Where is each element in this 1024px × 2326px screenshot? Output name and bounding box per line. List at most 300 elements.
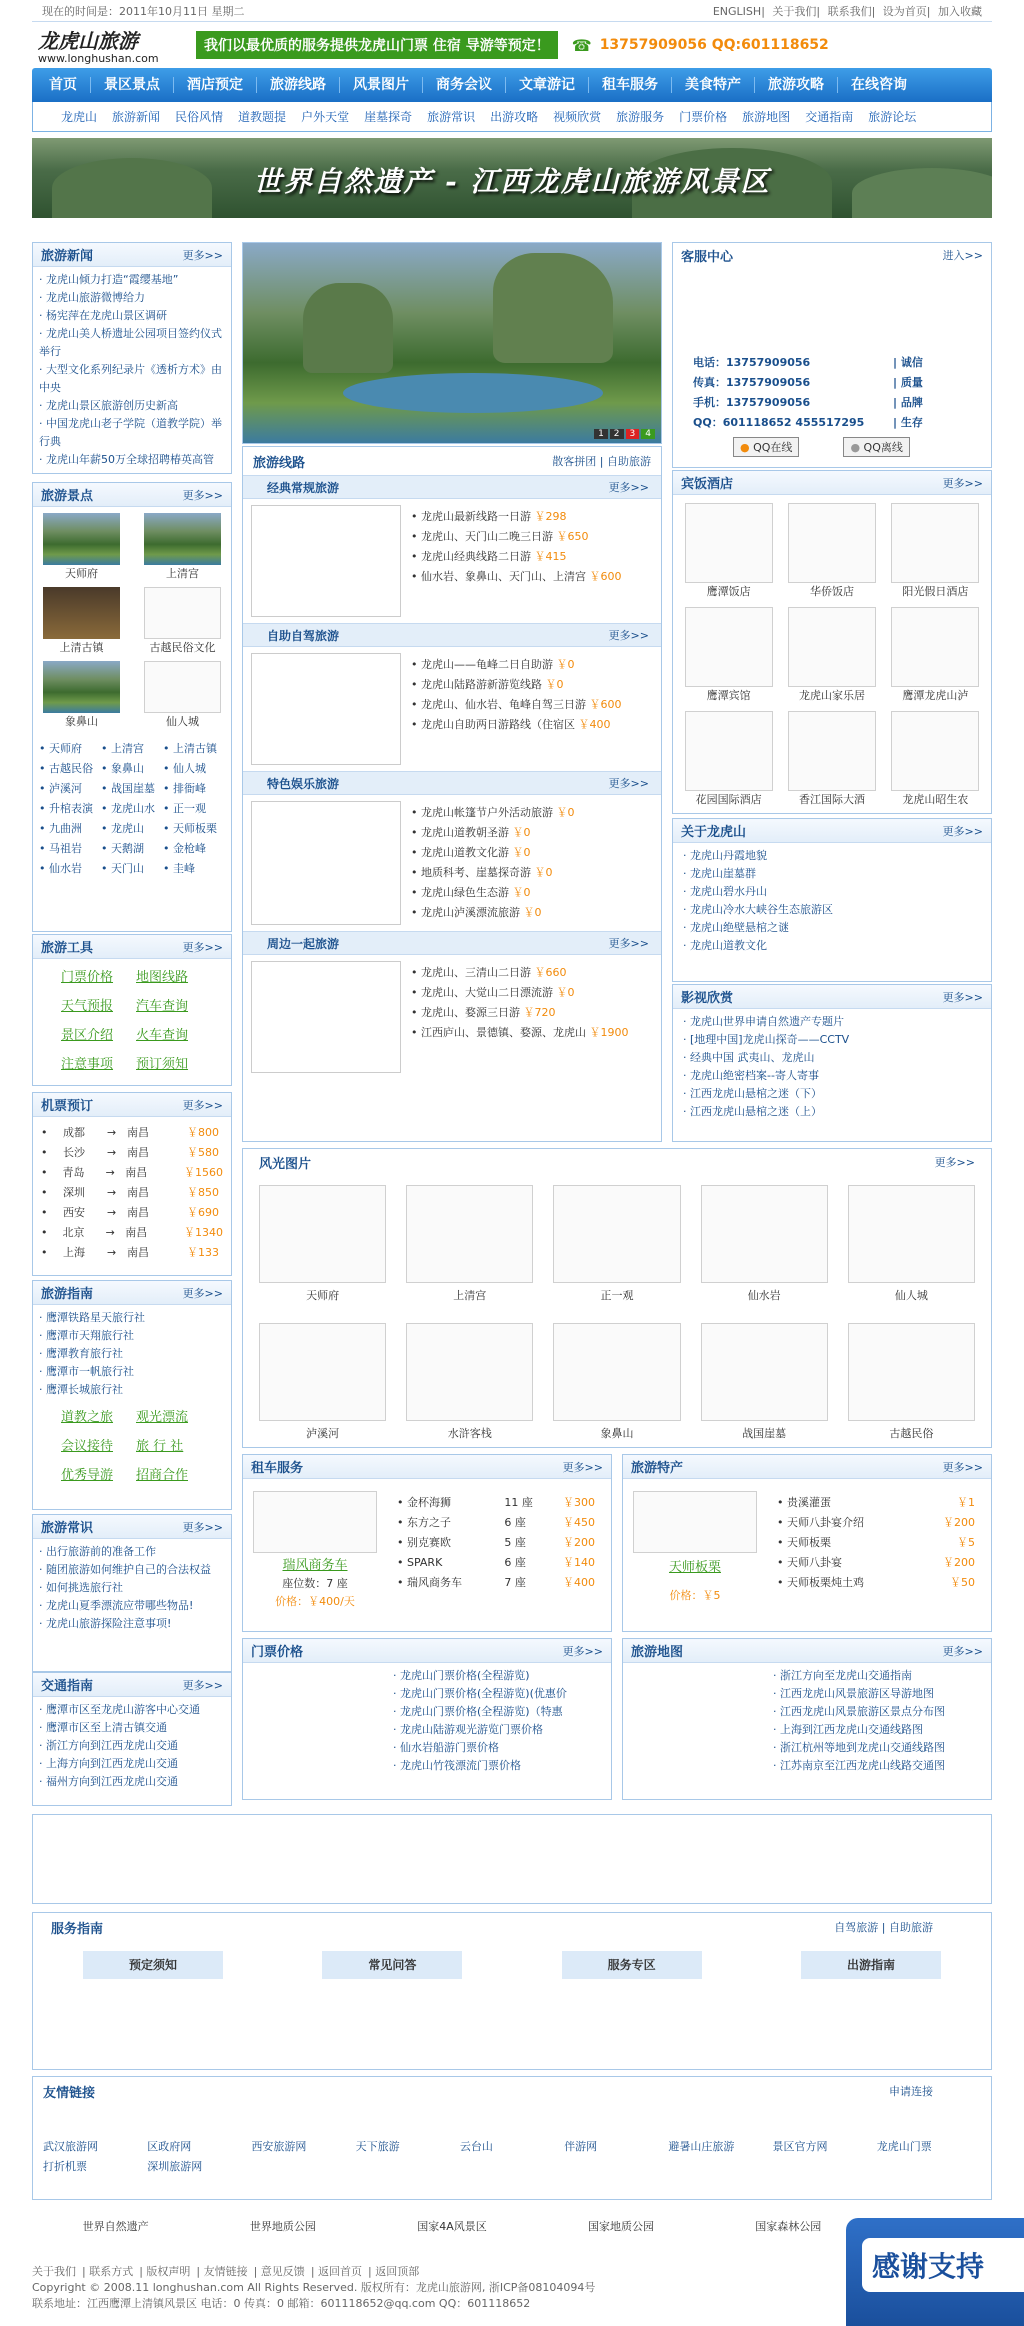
spot-card[interactable] (144, 587, 221, 655)
flight-row[interactable]: • 深圳 → 南昌 ￥850 (41, 1183, 223, 1203)
scenery-box (242, 1148, 992, 1448)
specialty-feature[interactable] (633, 1491, 757, 1605)
route-price: ￥600 (589, 570, 622, 583)
list-item[interactable]: · 江西龙虎山风景旅游区景点分布图 (773, 1703, 985, 1721)
more-link[interactable]: 更多>> (562, 1644, 603, 1658)
route-price: ￥415 (534, 550, 567, 563)
flight-row[interactable]: • 上海 → 南昌 ￥133 (41, 1243, 223, 1263)
friend-link[interactable]: 避暑山庄旅游 (668, 2140, 735, 2153)
tool-link[interactable]: 火车查询 (136, 1028, 189, 1043)
service-guide-link[interactable]: 自驾旅游 (834, 1921, 879, 1934)
flight-row[interactable]: • 青岛 → 南昌 ￥1560 (41, 1163, 223, 1183)
footer-link[interactable]: 联系方式 (89, 2265, 134, 2278)
spot-link[interactable]: • 龙虎山 (101, 819, 163, 839)
hotel-name: 鹰潭饭店 (706, 585, 751, 598)
spot-link[interactable]: • 上清宫 (101, 739, 163, 759)
top-link-homepage[interactable]: 设为首页 (882, 4, 927, 18)
spot-link[interactable]: • 天鹅湖 (101, 839, 163, 859)
list-item[interactable]: · 鹰潭长城旅行社 (39, 1381, 225, 1399)
video-box (672, 984, 992, 1142)
guide-list (33, 1305, 231, 1403)
route-body (243, 647, 661, 771)
route-item[interactable] (411, 863, 575, 883)
car-feature-price: 价格：￥400/天 (275, 1595, 355, 1608)
box-title: 交通指南 (41, 1679, 94, 1694)
route-item[interactable] (411, 1023, 629, 1043)
service-guide-button[interactable]: 出游指南 (801, 1951, 941, 1979)
sub-nav (32, 102, 992, 132)
service-guide-link[interactable]: 自助旅游 (889, 1921, 933, 1934)
scenery-card[interactable] (848, 1323, 975, 1441)
scenery-caption: 仙水岩 (747, 1289, 781, 1302)
car-row[interactable] (397, 1533, 595, 1553)
route-item[interactable] (411, 675, 622, 695)
slide-page[interactable]: 2 (610, 429, 624, 439)
more-link[interactable]: 更多>> (608, 937, 649, 950)
section-title: 特色娱乐旅游 (267, 776, 340, 791)
spot-link[interactable]: • 金枪峰 (163, 839, 225, 859)
hotel-card[interactable] (677, 503, 780, 599)
spot-link[interactable]: • 圭峰 (163, 859, 225, 879)
route-item[interactable] (411, 695, 622, 715)
specialty-row[interactable] (777, 1493, 975, 1513)
flight-row[interactable]: • 北京 → 南昌 ￥1340 (41, 1223, 223, 1243)
scenery-card[interactable] (701, 1323, 828, 1441)
list-item[interactable]: · 鹰潭教育旅行社 (39, 1345, 225, 1363)
hotel-photo (891, 711, 979, 791)
list-item[interactable]: · 上海方向到江西龙虎山交通 (39, 1755, 225, 1773)
hotel-card[interactable] (884, 607, 987, 703)
route-name: 龙虎山帐篷节户外活动旅游 (421, 806, 553, 819)
scenery-caption: 战国崖墓 (742, 1427, 787, 1440)
box-title: 旅游景点 (41, 489, 94, 504)
tool-link[interactable]: 门票价格 (61, 970, 114, 985)
guide-link[interactable]: 旅 行 社 (136, 1439, 184, 1454)
spot-link[interactable]: • 正一观 (163, 799, 225, 819)
list-item[interactable]: · 浙江方向到江西龙虎山交通 (39, 1737, 225, 1755)
scenery-caption: 水浒客栈 (447, 1427, 492, 1440)
section-title: 周边一起旅游 (267, 936, 340, 951)
subnav-item[interactable]: 旅游地图 (742, 110, 791, 124)
route-name: 龙虎山绿色生态游 (421, 886, 509, 899)
tool-link[interactable]: 预订须知 (136, 1057, 189, 1072)
service-guide-buttons (33, 1941, 991, 1979)
route-price: ￥0 (534, 866, 553, 879)
route-item[interactable] (411, 903, 575, 923)
car-name: • 别克赛欧 (397, 1536, 451, 1549)
more-link[interactable]: 更多>> (182, 940, 223, 954)
friend-link[interactable]: 武汉旅游网 (43, 2140, 98, 2153)
list-item[interactable]: · 上海到江西龙虎山交通线路图 (773, 1721, 985, 1739)
footer-link[interactable]: 友情链接 (203, 2265, 248, 2278)
scenery-photo (259, 1185, 386, 1283)
list-item[interactable]: · 浙江方向至龙虎山交通指南 (773, 1667, 985, 1685)
route-name: 龙虎山、三清山二日游 (421, 966, 531, 979)
list-item[interactable]: · 龙虎山门票价格(全程游览) (393, 1667, 605, 1685)
list-item[interactable]: · 龙虎山陆游观光游览门票价格 (393, 1721, 605, 1739)
list-item[interactable]: · 龙虎山旅游微博给力 (39, 289, 225, 307)
route-name: 江西庐山、景德镇、婺源、龙虎山 (421, 1026, 586, 1039)
scenery-card[interactable] (259, 1323, 386, 1441)
nav-item[interactable]: 美食特产 (672, 77, 755, 93)
specialty-row[interactable] (777, 1513, 975, 1533)
spot-caption: 上清宫 (166, 567, 199, 580)
spots-box (32, 482, 232, 932)
slide-page[interactable]: 3 (626, 429, 640, 439)
friend-link[interactable]: 伴游网 (564, 2140, 598, 2153)
list-item[interactable]: · 浙江杭州等地到龙虎山交通线路图 (773, 1739, 985, 1757)
list-item[interactable]: · 鹰潭市天翔旅行社 (39, 1327, 225, 1345)
scenery-card[interactable] (259, 1185, 386, 1303)
route-item[interactable] (411, 823, 575, 843)
flight-to: 南昌 (127, 1186, 149, 1199)
more-link[interactable]: 更多>> (182, 248, 223, 262)
list-item[interactable]: · 经典中国 武夷山、龙虎山 (683, 1049, 985, 1067)
list-item[interactable]: · 龙虎山冷水大峡谷生态旅游区 (683, 901, 985, 919)
list-item[interactable]: · 龙虎山碧水丹山 (683, 883, 985, 901)
scenery-card[interactable] (553, 1185, 680, 1303)
route-list (411, 505, 622, 617)
guide-link[interactable]: 招商合作 (136, 1468, 189, 1483)
more-link[interactable]: 更多>> (942, 1644, 983, 1658)
spot-link[interactable]: • 天师板栗 (163, 819, 225, 839)
box-title: 旅游地图 (631, 1645, 684, 1660)
scenery-card[interactable] (406, 1185, 533, 1303)
nav-item[interactable]: 旅游线路 (257, 77, 340, 93)
top-link-english[interactable]: ENGLISH (712, 4, 762, 18)
nav-item[interactable]: 租车服务 (589, 77, 672, 93)
hotel-card[interactable] (780, 607, 883, 703)
scenery-card[interactable] (701, 1185, 828, 1303)
service-guide-button[interactable]: 预定须知 (83, 1951, 223, 1979)
subnav-item[interactable]: 户外天堂 (301, 110, 350, 124)
friend-link[interactable]: 西安旅游网 (251, 2140, 307, 2153)
flight-row[interactable]: • 西安 → 南昌 ￥690 (41, 1203, 223, 1223)
service-mobile: 手机：13757909056 (693, 396, 811, 409)
list-item[interactable]: · 龙虎山美人桥遗址公园项目签约仪式举行 (39, 325, 225, 361)
hotels-box (672, 470, 992, 814)
qq-online-button[interactable]: ● QQ在线 (733, 437, 799, 457)
route-item[interactable] (411, 547, 622, 567)
list-item[interactable]: · 中国龙虎山老子学院（道教学院）举行典 (39, 415, 225, 451)
spot-link[interactable]: • 升棺表演 (39, 799, 101, 819)
car-name: • SPARK (397, 1556, 443, 1569)
car-row[interactable] (397, 1513, 595, 1533)
more-link[interactable]: 更多>> (182, 1520, 223, 1534)
footer-link[interactable]: 返回首页 (318, 2265, 363, 2278)
friend-link[interactable]: 云台山 (459, 2140, 493, 2153)
routes-tab[interactable]: 散客拼团 (552, 455, 597, 468)
more-link[interactable]: 进入>> (942, 249, 983, 262)
guide-link[interactable]: 道教之旅 (61, 1410, 114, 1425)
spot-link[interactable]: • 上清古镇 (163, 739, 225, 759)
subnav-item[interactable]: 出游攻略 (490, 110, 539, 124)
hotel-card[interactable] (677, 607, 780, 703)
route-section-header (243, 475, 661, 499)
list-item[interactable]: · 龙虎山丹霞地貌 (683, 847, 985, 865)
subnav-item[interactable]: 崖墓探奇 (364, 110, 413, 124)
list-item[interactable]: · 龙虎山夏季漂流应带哪些物品! (39, 1597, 225, 1615)
spot-card[interactable] (43, 661, 120, 729)
scenery-photo (406, 1323, 533, 1421)
footer-copyright: Copyright © 2008.11 longhushan.com All Rights Reserved. 版权所有：龙虎山旅游网, 浙ICP备08104094号 (32, 2281, 596, 2294)
friend-link[interactable]: 打折机票 (43, 2160, 87, 2173)
box-header (33, 483, 231, 507)
friend-link[interactable]: 深圳旅游网 (147, 2160, 203, 2173)
car-seats: 5 座 (504, 1536, 526, 1549)
spot-link[interactable]: • 天门山 (101, 859, 163, 879)
nav-item[interactable]: 在线咨询 (851, 77, 907, 93)
list-item[interactable]: · 仙水岩船游门票价格 (393, 1739, 605, 1757)
route-item[interactable] (411, 527, 622, 547)
subnav-item[interactable]: 道教题提 (238, 110, 287, 124)
scenery-card[interactable] (553, 1323, 680, 1441)
thanks-badge[interactable] (846, 2218, 1024, 2326)
subnav-item[interactable]: 旅游论坛 (868, 110, 917, 124)
spot-link[interactable]: • 龙虎山水 (101, 799, 163, 819)
route-item[interactable] (411, 567, 622, 587)
tool-link[interactable]: 汽车查询 (136, 999, 189, 1014)
list-item[interactable]: · 龙虎山门票价格(全程游览)(优惠价 (393, 1685, 605, 1703)
subnav-item[interactable]: 门票价格 (679, 110, 728, 124)
spot-photo (43, 587, 120, 639)
tool-link[interactable]: 注意事项 (61, 1057, 114, 1072)
friend-link[interactable]: 龙虎山门票 (876, 2140, 932, 2153)
spot-link[interactable]: • 仙人城 (163, 759, 225, 779)
more-link[interactable]: 更多>> (934, 1156, 975, 1169)
nav-item[interactable]: 景区景点 (91, 77, 174, 93)
qq-offline-button[interactable]: ● QQ离线 (843, 437, 909, 457)
list-item[interactable]: · 龙虎山世界申请自然遗产专题片 (683, 1013, 985, 1031)
list-item[interactable]: · 鹰潭市区至龙虎山游客中心交通 (39, 1701, 225, 1719)
route-item[interactable] (411, 883, 575, 903)
hotel-card[interactable] (884, 503, 987, 599)
list-item[interactable]: · 龙虎山绝壁悬棺之谜 (683, 919, 985, 937)
list-item[interactable]: · 龙虎山年薪50万全球招聘椿英高管 (39, 451, 225, 469)
slide-page[interactable]: 4 (641, 429, 655, 439)
spot-link[interactable]: • 九曲洲 (39, 819, 101, 839)
friend-link[interactable]: 景区官方网 (772, 2140, 828, 2153)
route-item[interactable] (411, 843, 575, 863)
footer-link[interactable]: 返回顶部 (375, 2265, 420, 2278)
top-link-about[interactable]: 关于我们 (772, 4, 817, 18)
list-item[interactable]: · [地理中国]龙虎山探奇——CCTV (683, 1031, 985, 1049)
list-item[interactable]: · 鹰潭铁路星天旅行社 (39, 1309, 225, 1327)
apply-link[interactable]: 申请连接 (889, 2085, 933, 2098)
car-list (389, 1487, 603, 1599)
slide-rock (493, 253, 613, 363)
subnav-item[interactable]: 龙虎山 (61, 110, 98, 124)
car-row[interactable] (397, 1573, 595, 1593)
route-item[interactable] (411, 803, 575, 823)
route-item[interactable] (411, 1003, 629, 1023)
car-feature-name: 瑞风商务车 (282, 1558, 348, 1573)
list-item[interactable]: · 如何挑选旅行社 (39, 1579, 225, 1597)
list-item[interactable]: · 大型文化系列纪录片《透析方术》由中央 (39, 361, 225, 397)
route-item[interactable] (411, 963, 629, 983)
footer-link[interactable]: 版权声明 (146, 2265, 191, 2278)
nav-item[interactable]: 旅游攻略 (755, 77, 838, 93)
routes-box (242, 446, 662, 1142)
spot-card[interactable] (43, 587, 120, 655)
tool-link[interactable]: 天气预报 (61, 999, 114, 1014)
spot-link[interactable]: • 古越民俗 (39, 759, 101, 779)
service-badges (893, 353, 923, 433)
spot-link[interactable]: • 战国崖墓 (101, 779, 163, 799)
more-link[interactable]: 更多>> (182, 488, 223, 502)
car-price: ￥450 (563, 1516, 595, 1529)
list-item[interactable]: · 龙虎山道教文化 (683, 937, 985, 955)
route-item[interactable] (411, 983, 629, 1003)
service-guide-button[interactable]: 服务专区 (562, 1951, 702, 1979)
hotel-name: 花园国际酒店 (695, 793, 762, 806)
route-item[interactable] (411, 715, 622, 735)
car-feature[interactable] (253, 1491, 377, 1611)
route-section-header (243, 771, 661, 795)
car-box (242, 1454, 612, 1632)
specialty-row[interactable] (777, 1553, 975, 1573)
heritage-item: 世界自然遗产 (82, 2220, 149, 2233)
subnav-item[interactable]: 旅游新闻 (112, 110, 161, 124)
flight-row[interactable]: • 长沙 → 南昌 ￥580 (41, 1143, 223, 1163)
route-name: 龙虎山——龟峰二日自助游 (421, 658, 553, 671)
subnav-item[interactable]: 旅游常识 (427, 110, 476, 124)
more-link[interactable]: 更多>> (562, 1460, 603, 1474)
tool-link[interactable]: 景区介绍 (61, 1028, 114, 1043)
hotel-photo (788, 711, 876, 791)
list-item[interactable]: · 龙虎山门票价格(全程游览)（特惠 (393, 1703, 605, 1721)
list-item[interactable]: · 随团旅游如何维护自己的合法权益 (39, 1561, 225, 1579)
more-link[interactable]: 更多>> (608, 629, 649, 642)
route-body (243, 955, 661, 1079)
guide-link[interactable]: 观光漂流 (136, 1410, 189, 1425)
tool-link[interactable]: 地图线路 (136, 970, 189, 985)
scenery-photo (406, 1185, 533, 1283)
nav-item[interactable]: 首页 (36, 77, 91, 93)
guide-link[interactable]: 会议接待 (61, 1439, 114, 1454)
scenery-card[interactable] (848, 1185, 975, 1303)
service-guide-box (32, 1912, 992, 2070)
car-row[interactable] (397, 1493, 595, 1513)
spot-link[interactable]: • 排衙峰 (163, 779, 225, 799)
box-title: 机票预订 (41, 1099, 94, 1114)
route-item[interactable] (411, 507, 622, 527)
spot-caption: 天师府 (65, 567, 98, 580)
slideshow[interactable] (242, 242, 662, 444)
route-image (251, 961, 401, 1073)
list-item[interactable]: · 杨宪萍在龙虎山景区调研 (39, 307, 225, 325)
specialty-price: ￥200 (943, 1516, 975, 1529)
flight-row[interactable]: • 成都 → 南昌 ￥800 (41, 1123, 223, 1143)
spot-card[interactable] (43, 513, 120, 581)
spot-link[interactable]: • 仙水岩 (39, 859, 101, 879)
list-item[interactable]: · 江苏南京至江西龙虎山线路交通图 (773, 1757, 985, 1775)
route-item[interactable] (411, 655, 622, 675)
more-link[interactable]: 更多>> (182, 1098, 223, 1112)
list-item[interactable]: · 龙虎山绝密档案--寄人寄事 (683, 1067, 985, 1085)
friend-link[interactable]: 天下旅游 (355, 2140, 400, 2153)
spot-link[interactable]: • 天师府 (39, 739, 101, 759)
nav-item[interactable]: 风景图片 (340, 77, 423, 93)
list-item[interactable]: · 江西龙虎山风景旅游区导游地图 (773, 1685, 985, 1703)
list-item[interactable]: · 龙虎山倾力打造“霞缨基地” (39, 271, 225, 289)
more-link[interactable]: 更多>> (942, 1460, 983, 1474)
specialty-row[interactable] (777, 1573, 975, 1593)
more-link[interactable]: 更多>> (182, 1678, 223, 1692)
more-link[interactable]: 更多>> (182, 1286, 223, 1300)
spot-link[interactable]: • 马祖岩 (39, 839, 101, 859)
list-item[interactable]: · 鹰潭市区至上清古镇交通 (39, 1719, 225, 1737)
more-link[interactable]: 更多>> (608, 481, 649, 494)
subnav-item[interactable]: 旅游服务 (616, 110, 665, 124)
list-item[interactable]: · 龙虎山崖墓群 (683, 865, 985, 883)
footer-link[interactable]: 意见反馈 (260, 2265, 305, 2278)
list-item[interactable]: · 龙虎山景区旅游创历史新高 (39, 397, 225, 415)
list-item[interactable]: · 江西龙虎山悬棺之迷（下） (683, 1085, 985, 1103)
list-item[interactable]: · 鹰潭市一帆旅行社 (39, 1363, 225, 1381)
hotel-card[interactable] (780, 711, 883, 807)
route-section (243, 623, 661, 771)
service-contact (693, 353, 864, 433)
subnav-item[interactable]: 交通指南 (805, 110, 854, 124)
hotel-card[interactable] (780, 503, 883, 599)
hotel-card[interactable] (677, 711, 780, 807)
nav-item[interactable]: 酒店预定 (174, 77, 257, 93)
top-link-contact[interactable]: 联系我们 (827, 4, 872, 18)
ad-placeholder (32, 1814, 992, 1904)
specialty-photo (633, 1491, 757, 1553)
spot-link[interactable]: • 象鼻山 (101, 759, 163, 779)
route-price: ￥660 (534, 966, 567, 979)
flight-to: 南昌 (125, 1226, 148, 1239)
more-link[interactable]: 更多>> (942, 990, 983, 1004)
nav-item[interactable]: 商务会议 (423, 77, 506, 93)
more-link[interactable]: 更多>> (608, 777, 649, 790)
nav-item[interactable]: 文章游记 (506, 77, 589, 93)
specialty-row[interactable] (777, 1533, 975, 1553)
friend-link[interactable]: 区政府网 (147, 2140, 192, 2153)
footer-link[interactable]: 关于我们 (32, 2265, 76, 2278)
list-item[interactable]: · 龙虎山竹筏漂流门票价格 (393, 1757, 605, 1775)
list-item[interactable]: · 江西龙虎山悬棺之迷（上） (683, 1103, 985, 1121)
list-item[interactable]: · 出行旅游前的准备工作 (39, 1543, 225, 1561)
site-logo[interactable] (32, 22, 192, 68)
scenery-card[interactable] (406, 1323, 533, 1441)
spot-card[interactable] (144, 513, 221, 581)
section-title: 经典常规旅游 (267, 480, 340, 495)
guide-link[interactable]: 优秀导游 (61, 1468, 114, 1483)
spot-link[interactable]: • 泸溪河 (39, 779, 101, 799)
subnav-item[interactable]: 民俗风情 (175, 110, 224, 124)
service-guide-button[interactable]: 常见问答 (322, 1951, 462, 1979)
more-link[interactable]: 更多>> (942, 824, 983, 838)
route-price: ￥650 (556, 530, 589, 543)
routes-tab[interactable]: 自助旅游 (607, 455, 651, 468)
route-list (411, 961, 629, 1073)
route-name: 龙虎山、天门山二晚三日游 (421, 530, 553, 543)
spot-card[interactable] (144, 661, 221, 729)
top-link-favorite[interactable]: 加入收藏 (938, 4, 982, 18)
list-item[interactable]: · 福州方向到江西龙虎山交通 (39, 1773, 225, 1791)
more-link[interactable]: 更多>> (942, 476, 983, 490)
slide-river (343, 373, 603, 413)
subnav-item[interactable]: 视频欣赏 (553, 110, 602, 124)
car-row[interactable] (397, 1553, 595, 1573)
flights-list (33, 1117, 231, 1269)
list-item[interactable]: · 龙虎山旅游探险注意事项! (39, 1615, 225, 1633)
hotel-card[interactable] (884, 711, 987, 807)
slide-page[interactable]: 1 (594, 429, 608, 439)
